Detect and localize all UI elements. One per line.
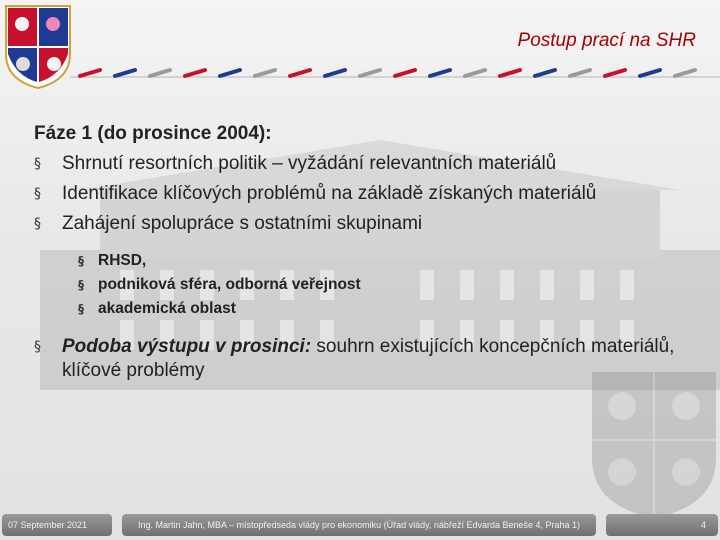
faded-coat-of-arms-icon	[588, 368, 720, 520]
bullet-marker: §	[78, 302, 84, 316]
footer-author: Ing. Martin Jahn, MBA – místopředseda vlády pro ekonomiku (Úřad vlády, nábřeží Edvarda Beneše 4, Praha 1)	[122, 514, 596, 536]
bullet-item-output	[34, 335, 704, 383]
bullet-text: Zahájení spolupráce s ostatními skupinami	[62, 213, 423, 234]
bullet-item	[34, 212, 704, 236]
sub-bullet-item	[78, 274, 704, 295]
slide-content	[34, 122, 704, 389]
bullet-text: Shrnutí resortních politik – vyžádání relevantních materiálů	[62, 153, 557, 174]
bullet-marker: §	[34, 339, 41, 355]
bullet-marker: §	[34, 186, 41, 202]
czech-coat-of-arms-icon	[2, 2, 74, 90]
sub-bullet-item	[78, 298, 704, 319]
header-decorative-band	[70, 64, 720, 80]
bullet-marker: §	[78, 278, 84, 292]
sub-bullet-text: RHSD,	[98, 252, 147, 269]
sub-bullet-item	[78, 250, 704, 271]
bullet-marker: §	[34, 216, 41, 232]
bullet-text: Identifikace klíčových problémů na základě získaných materiálů	[62, 183, 597, 204]
output-emphasis: Podoba výstupu v prosinci:	[62, 336, 312, 357]
footer-date: 07 September 2021	[2, 514, 112, 536]
bullet-item	[34, 152, 704, 176]
output-text: souhrn existujících koncepčních materiálů, klíčové problémy	[62, 336, 675, 381]
sub-bullet-text: akademická oblast	[98, 300, 236, 317]
sub-bullet-text: podniková sféra, odborná veřejnost	[98, 276, 361, 293]
slide-number: 4	[606, 514, 718, 536]
phase-heading: Fáze 1 (do prosince 2004):	[34, 123, 272, 144]
bullet-item	[34, 182, 704, 206]
sub-bullet-list	[34, 250, 704, 319]
slide-title: Postup prací na SHR	[517, 30, 696, 51]
bullet-marker: §	[78, 254, 84, 268]
bullet-marker: §	[34, 156, 41, 172]
footer	[0, 514, 720, 538]
